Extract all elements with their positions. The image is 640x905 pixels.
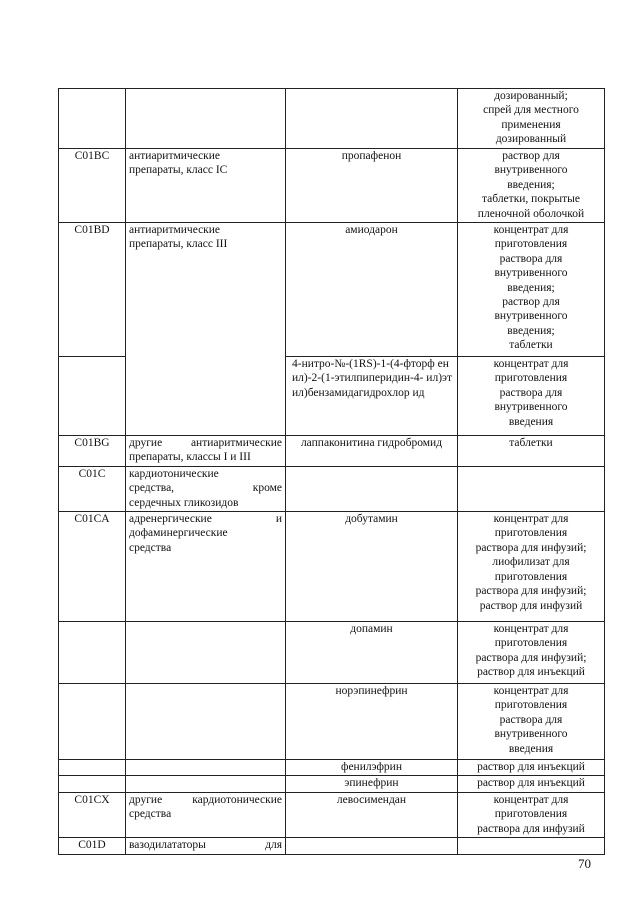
dosage-form-line: таблетки, покрытые bbox=[481, 193, 581, 206]
table-row bbox=[59, 776, 605, 792]
drug-name-cell bbox=[286, 466, 458, 511]
dosage-form-line: внутривенного bbox=[494, 401, 568, 414]
group-text-line: препараты, класс III bbox=[129, 238, 228, 251]
dosage-form-line: таблетки bbox=[509, 437, 553, 450]
dosage-form-line: раствор для инъекций bbox=[477, 666, 585, 679]
table-row bbox=[59, 622, 605, 684]
group-text-line: адренергические и bbox=[129, 513, 282, 526]
atc-code-cell: C01CX bbox=[59, 792, 126, 837]
atc-code-cell bbox=[59, 622, 126, 684]
group-text-line: другие антиаритмические bbox=[129, 437, 282, 450]
group-text-line: сердечных гликозидов bbox=[129, 496, 239, 509]
dosage-form-cell bbox=[458, 89, 605, 149]
table-row bbox=[59, 223, 605, 357]
table-row bbox=[59, 436, 605, 467]
dosage-form-line: раствора для bbox=[499, 252, 563, 265]
group-text-line: препараты, классы I и III bbox=[129, 451, 251, 464]
table-row bbox=[59, 760, 605, 776]
dosage-form-cell bbox=[458, 792, 605, 837]
page-number: 70 bbox=[578, 856, 591, 871]
dosage-form-line: раствора для инфузий; bbox=[475, 541, 587, 554]
drug-table bbox=[58, 88, 605, 855]
group-text-line: вазодилататоры для bbox=[129, 839, 282, 852]
group-text-line: средства bbox=[129, 541, 172, 554]
dosage-form-line: приготовления bbox=[494, 570, 568, 583]
dosage-form-line: введения bbox=[508, 415, 554, 428]
table-row bbox=[59, 466, 605, 511]
group-text-line: антиаритмические bbox=[129, 224, 221, 237]
drug-name-cell: добутамин bbox=[286, 512, 458, 622]
drug-name-cell: лаппаконитина гидробромид bbox=[286, 436, 458, 467]
drug-name-cell: эпинефрин bbox=[286, 776, 458, 792]
group-text-line: препараты, класс IC bbox=[129, 164, 228, 177]
dosage-form-line: введения; bbox=[507, 281, 555, 294]
dosage-form-line: приготовления bbox=[494, 637, 568, 650]
dosage-form-line: внутривенного bbox=[494, 728, 568, 741]
table-row bbox=[59, 838, 605, 855]
dosage-form-line: применения bbox=[501, 118, 561, 131]
atc-code-cell bbox=[59, 89, 126, 149]
pharmacological-group-cell bbox=[126, 684, 286, 760]
atc-code-cell bbox=[59, 357, 126, 436]
dosage-form-cell bbox=[458, 466, 605, 511]
drug-name-cell: пропафенон bbox=[286, 149, 458, 223]
dosage-form-line: раствора для bbox=[499, 386, 563, 399]
table-row bbox=[59, 149, 605, 223]
drug-name-cell: 4-нитро-№-(1RS)-1-(4-фторф енил)-2-(1-этилпиперидин-4- ил)этил)бензамидагидрохлор ид bbox=[286, 357, 458, 436]
pharmacological-group-cell bbox=[126, 89, 286, 149]
dosage-form-line: дозированный bbox=[495, 133, 567, 146]
dosage-form-cell bbox=[458, 512, 605, 622]
atc-code-cell: C01BD bbox=[59, 223, 126, 357]
dosage-form-line: концентрат для bbox=[493, 513, 569, 526]
pharmacological-group-cell bbox=[126, 512, 286, 622]
atc-code-cell bbox=[59, 760, 126, 776]
atc-code-cell: C01D bbox=[59, 838, 126, 855]
dosage-form-line: приготовления bbox=[494, 527, 568, 540]
drug-name-cell: фенилэфрин bbox=[286, 760, 458, 776]
dosage-form-line: введения; bbox=[507, 178, 555, 191]
drug-name-cell bbox=[286, 89, 458, 149]
dosage-form-line: концентрат для bbox=[493, 358, 569, 371]
dosage-form-line: концентрат для bbox=[493, 623, 569, 636]
dosage-form-cell bbox=[458, 357, 605, 436]
dosage-form-cell bbox=[458, 776, 605, 792]
pharmacological-group-cell bbox=[126, 622, 286, 684]
pharmacological-group-cell bbox=[126, 792, 286, 837]
drug-name-cell: амиодарон bbox=[286, 223, 458, 357]
atc-code-cell: C01CA bbox=[59, 512, 126, 622]
dosage-form-line: раствор для инъекций bbox=[477, 761, 585, 774]
dosage-form-line: раствора для инфузий bbox=[477, 822, 585, 835]
dosage-form-line: лиофилизат для bbox=[492, 556, 570, 569]
dosage-form-line: концентрат для bbox=[493, 685, 569, 698]
atc-code-cell: C01BG bbox=[59, 436, 126, 467]
table-body bbox=[59, 89, 605, 855]
dosage-form-line: приготовления bbox=[494, 372, 568, 385]
dosage-form-cell bbox=[458, 684, 605, 760]
dosage-form-cell bbox=[458, 149, 605, 223]
atc-code-cell: C01C bbox=[59, 466, 126, 511]
dosage-form-line: внутривенного bbox=[494, 267, 568, 280]
pharmacological-group-cell bbox=[126, 466, 286, 511]
dosage-form-line: внутривенного bbox=[494, 310, 568, 323]
dosage-form-cell bbox=[458, 436, 605, 467]
dosage-form-cell bbox=[458, 760, 605, 776]
group-text-line: дофаминергические bbox=[129, 527, 228, 540]
dosage-form-cell bbox=[458, 622, 605, 684]
dosage-form-line: приготовления bbox=[494, 238, 568, 251]
table-row bbox=[59, 684, 605, 760]
dosage-form-line: раствор для инъекций bbox=[477, 777, 585, 790]
table-row bbox=[59, 89, 605, 149]
drug-name-cell: левосимендан bbox=[286, 792, 458, 837]
dosage-form-line: раствор для инфузий bbox=[479, 599, 583, 612]
table-row bbox=[59, 792, 605, 837]
dosage-form-line: приготовления bbox=[494, 808, 568, 821]
dosage-form-cell bbox=[458, 838, 605, 855]
dosage-form-line: спрей для местного bbox=[483, 104, 579, 117]
pharmacological-group-cell bbox=[126, 760, 286, 776]
dosage-form-line: пленочной оболочкой bbox=[477, 207, 585, 220]
dosage-form-line: приготовления bbox=[494, 699, 568, 712]
dosage-form-line: раствора для инфузий; bbox=[475, 585, 587, 598]
dosage-form-line: концентрат для bbox=[493, 224, 569, 237]
group-text-line: другие кардиотонические bbox=[129, 793, 282, 806]
table-row bbox=[59, 512, 605, 622]
atc-code-cell: C01BC bbox=[59, 149, 126, 223]
dosage-form-line: дозированный; bbox=[494, 90, 568, 102]
dosage-form-line: раствора для инфузий; bbox=[475, 651, 587, 664]
pharmacological-group-cell bbox=[126, 838, 286, 855]
dosage-form-line: раствора для bbox=[499, 713, 563, 726]
drug-name-cell: норэпинефрин bbox=[286, 684, 458, 760]
dosage-form-line: внутривенного bbox=[494, 164, 568, 177]
pharmacological-group-cell bbox=[126, 223, 286, 436]
dosage-form-line: таблетки bbox=[509, 339, 553, 352]
dosage-form-line: раствор для bbox=[502, 150, 560, 162]
dosage-form-line: введения; bbox=[507, 324, 555, 337]
group-text-line: средства bbox=[129, 808, 172, 821]
pharmacological-group-cell bbox=[126, 436, 286, 467]
dosage-form-cell bbox=[458, 223, 605, 357]
atc-code-cell bbox=[59, 684, 126, 760]
dosage-form-line: введения bbox=[508, 742, 554, 755]
atc-code-cell bbox=[59, 776, 126, 792]
pharmacological-group-cell bbox=[126, 776, 286, 792]
dosage-form-line: концентрат для bbox=[493, 793, 569, 806]
drug-name-cell bbox=[286, 838, 458, 855]
pharmacological-group-cell bbox=[126, 149, 286, 223]
drug-name-cell: допамин bbox=[286, 622, 458, 684]
group-text-line: антиаритмические bbox=[129, 150, 221, 162]
dosage-form-line: раствор для bbox=[502, 296, 560, 309]
group-text-line: средства, кроме bbox=[129, 482, 282, 495]
group-text-line: кардиотонические bbox=[129, 467, 219, 480]
